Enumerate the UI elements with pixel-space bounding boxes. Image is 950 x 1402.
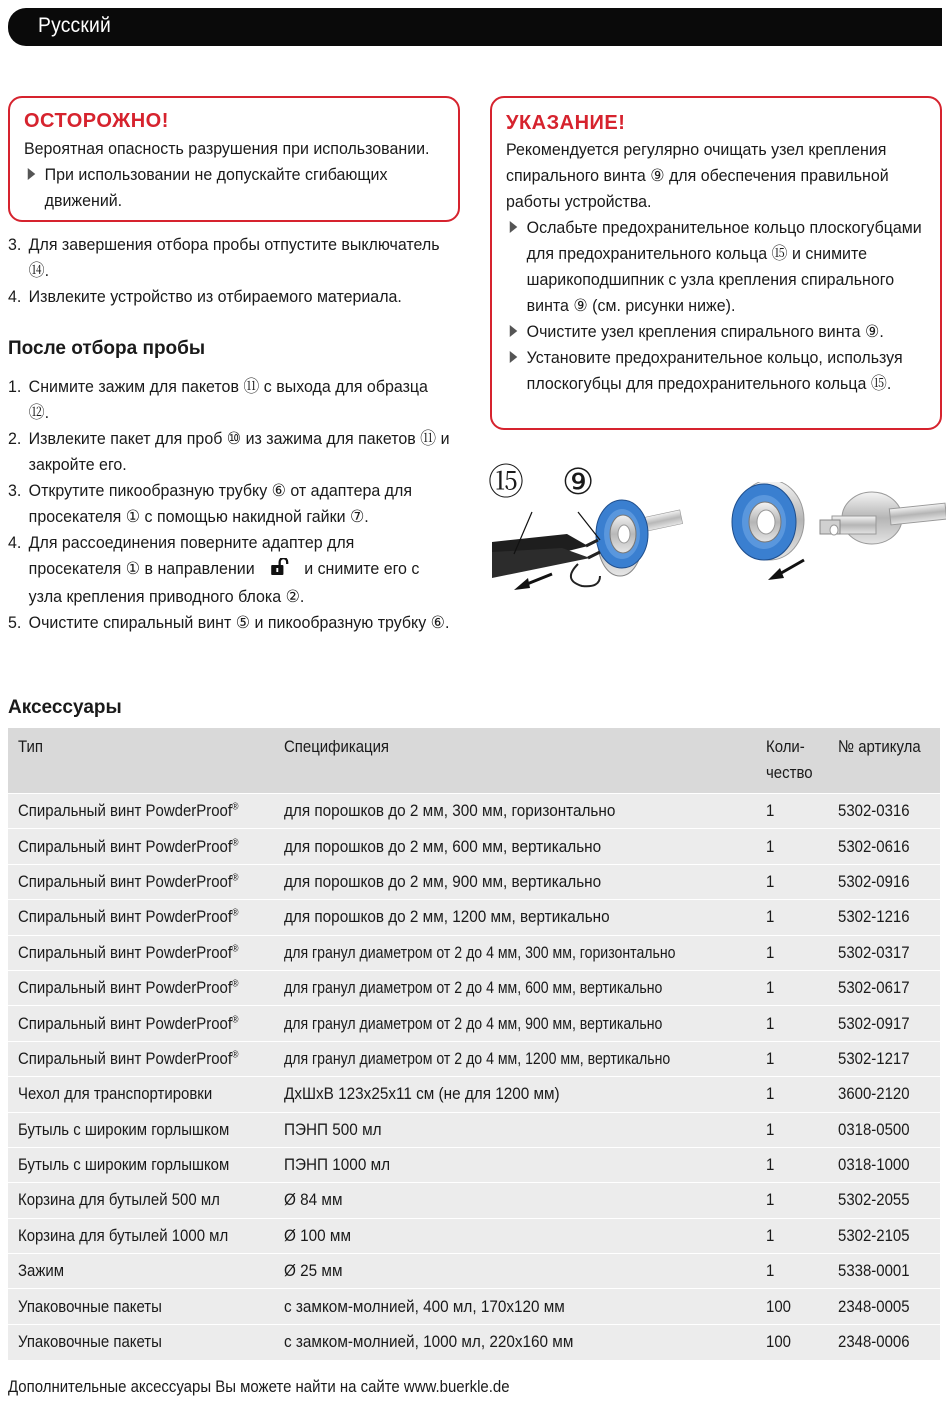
callout-9: ⑨ [562, 461, 595, 502]
cell-article: 5302-2055 [828, 1183, 940, 1218]
footnote: Дополнительные аксессуары Вы можете найти на сайте www.buerkle.de [8, 1377, 510, 1396]
cell-spec: для гранул диаметром от 2 до 4 мм, 1200 мм, вертикально [274, 1041, 756, 1076]
cell-spec: для порошков до 2 мм, 300 мм, горизонтально [274, 794, 756, 829]
cell-type: Бутыль с широким горлышком [8, 1112, 274, 1147]
table-row [8, 935, 940, 970]
table-row [8, 1077, 940, 1112]
accessories-table [8, 728, 940, 1360]
caution-title: ОСТОРОЖНО! [24, 110, 169, 132]
registered-mark: ® [232, 836, 239, 848]
cell-spec: Ø 100 мм [274, 1218, 756, 1253]
bearing-removed-figure [722, 482, 946, 588]
list-item: 1. Снимите зажим для пакетов ⑪ с выхода для образца ⑫. [8, 377, 428, 422]
cell-type: Корзина для бутылей 1000 мл [8, 1218, 274, 1253]
registered-mark: ® [232, 943, 239, 955]
accessories-heading: Аксессуары [8, 697, 122, 718]
cell-spec: Ø 25 мм [274, 1254, 756, 1289]
table-row [8, 1147, 940, 1182]
cell-spec: для гранул диаметром от 2 до 4 мм, 900 мм, вертикально [274, 1006, 756, 1041]
table-row [8, 1183, 940, 1218]
cell-spec: ПЭНП 500 мл [274, 1112, 756, 1147]
cell-article: 2348-0005 [828, 1289, 940, 1324]
caution-text: Вероятная опасность разрушения при использовании. [24, 139, 430, 158]
cell-qty: 1 [756, 1254, 828, 1289]
cell-qty: 100 [756, 1289, 828, 1324]
note-box [490, 96, 942, 430]
cell-spec: для порошков до 2 мм, 1200 мм, вертикально [274, 900, 756, 935]
list-item: 5. Очистите спиральный винт ⑤ и пикообразную трубку ⑥. [8, 613, 450, 632]
registered-mark: ® [232, 907, 239, 919]
note-bullet: Ослабьте предохранительное кольцо плоскогубцами для предохранительного кольца ⑮ и снимите шарикоподшипник с узла крепления спирального винта ⑨ (см. рисунки ниже). [506, 215, 924, 319]
cell-article: 0318-0500 [828, 1112, 940, 1147]
registered-mark: ® [232, 1049, 239, 1061]
note-title: УКАЗАНИЕ! [506, 112, 626, 134]
cell-qty: 1 [756, 1112, 828, 1147]
language-label: Русский [38, 14, 111, 37]
bearing-removal-figure [488, 461, 692, 592]
note-bullet: Установите предохранительное кольцо, используя плоскогубцы для предохранительного кольца ⑮. [506, 345, 924, 397]
cell-type: Корзина для бутылей 500 мл [8, 1183, 274, 1218]
table-row [8, 1041, 940, 1076]
cell-article: 5338-0001 [828, 1254, 940, 1289]
cell-type: Бутыль с широким горлышком [8, 1147, 274, 1182]
caution-bullet: При использовании не допускайте сгибающих движений. [24, 162, 438, 214]
cell-type: Спиральный винт PowderProof® [8, 935, 274, 970]
table-row [8, 1289, 940, 1324]
cell-type: Спиральный винт PowderProof® [8, 900, 274, 935]
cell-article: 5302-1216 [828, 900, 940, 935]
cell-spec: ПЭНП 1000 мл [274, 1147, 756, 1182]
cell-qty: 1 [756, 900, 828, 935]
cell-qty: 1 [756, 1218, 828, 1253]
cell-qty: 1 [756, 1006, 828, 1041]
cell-article: 5302-0317 [828, 935, 940, 970]
table-row [8, 900, 940, 935]
cell-type: Спиральный винт PowderProof® [8, 864, 274, 899]
cell-qty: 1 [756, 1183, 828, 1218]
cell-type: Спиральный винт PowderProof® [8, 970, 274, 1005]
table-row [8, 829, 940, 864]
cell-article: 0318-1000 [828, 1147, 940, 1182]
table-row [8, 1254, 940, 1289]
cell-article: 5302-1217 [828, 1041, 940, 1076]
col-header-spec: Спецификация [274, 728, 756, 794]
table-row [8, 864, 940, 899]
cell-spec: с замком-молнией, 400 мл, 170x120 мм [274, 1289, 756, 1324]
cell-spec: ДхШхВ 123x25x11 см (не для 1200 мм) [274, 1077, 756, 1112]
cell-article: 5302-0616 [828, 829, 940, 864]
col-header-type: Тип [8, 728, 274, 794]
cell-article: 5302-0316 [828, 794, 940, 829]
cell-type: Спиральный винт PowderProof® [8, 794, 274, 829]
cell-type: Упаковочные пакеты [8, 1324, 274, 1359]
table-row [8, 1218, 940, 1253]
col-header-article: № артикула [828, 728, 940, 794]
table-row [8, 794, 940, 829]
unlock-icon [270, 558, 291, 584]
after-sampling-heading: После отбора пробы [8, 338, 206, 359]
note-bullet: Очистите узел крепления спирального винта ⑨. [506, 319, 924, 345]
cell-qty: 100 [756, 1324, 828, 1359]
note-text: Рекомендуется регулярно очищать узел крепления спирального винта ⑨ для обеспечения правильной работы устройства. [506, 140, 889, 211]
language-header [8, 8, 942, 46]
callout-15: ⑮ [488, 461, 525, 502]
cell-type: Спиральный винт PowderProof® [8, 829, 274, 864]
steps-first [8, 232, 450, 310]
cell-type: Чехол для транспортировки [8, 1077, 274, 1112]
cell-spec: для порошков до 2 мм, 900 мм, вертикально [274, 864, 756, 899]
cell-article: 3600-2120 [828, 1077, 940, 1112]
table-row [8, 970, 940, 1005]
col-header-qty: Коли-чество [756, 728, 828, 794]
cell-spec: Ø 84 мм [274, 1183, 756, 1218]
cell-type: Спиральный винт PowderProof® [8, 1006, 274, 1041]
cell-article: 5302-2105 [828, 1218, 940, 1253]
cell-spec: для гранул диаметром от 2 до 4 мм, 600 мм, вертикально [274, 970, 756, 1005]
steps-after [8, 374, 450, 636]
caution-box [8, 96, 460, 222]
cell-qty: 1 [756, 970, 828, 1005]
list-item: 3. Для завершения отбора пробы отпустите выключатель ⑭. [8, 235, 440, 280]
cell-type: Спиральный винт PowderProof® [8, 1041, 274, 1076]
cell-article: 5302-0917 [828, 1006, 940, 1041]
cell-qty: 1 [756, 864, 828, 899]
table-header-row [8, 728, 940, 794]
table-row [8, 1324, 940, 1359]
cell-type: Упаковочные пакеты [8, 1289, 274, 1324]
cell-qty: 1 [756, 1041, 828, 1076]
cell-qty: 1 [756, 794, 828, 829]
table-row [8, 1112, 940, 1147]
registered-mark: ® [232, 978, 239, 990]
list-item: 4. Извлеките устройство из отбираемого материала. [8, 287, 402, 306]
registered-mark: ® [232, 801, 239, 813]
cell-qty: 1 [756, 1147, 828, 1182]
list-item: 3. Открутите пикообразную трубку ⑥ от адаптера для просекателя ① с помощью накидной гайки ⑦. [8, 481, 412, 526]
cell-spec: для порошков до 2 мм, 600 мм, вертикально [274, 829, 756, 864]
cell-qty: 1 [756, 829, 828, 864]
table-row [8, 1006, 940, 1041]
cell-spec: для гранул диаметром от 2 до 4 мм, 300 мм, горизонтально [274, 935, 756, 970]
registered-mark: ® [232, 1013, 239, 1025]
registered-mark: ® [232, 872, 239, 884]
cell-qty: 1 [756, 935, 828, 970]
cell-qty: 1 [756, 1077, 828, 1112]
list-item: 4. Для рассоединения поверните адаптер для просекателя ① в направлении и снимите его с узла крепления приводного блока ②. [8, 533, 420, 606]
cell-article: 2348-0006 [828, 1324, 940, 1359]
cell-article: 5302-0916 [828, 864, 940, 899]
cell-spec: с замком-молнией, 1000 мл, 220x160 мм [274, 1324, 756, 1359]
cell-article: 5302-0617 [828, 970, 940, 1005]
list-item: 2. Извлеките пакет для проб ⑩ из зажима для пакетов ⑪ и закройте его. [8, 429, 450, 474]
cell-type: Зажим [8, 1254, 274, 1289]
